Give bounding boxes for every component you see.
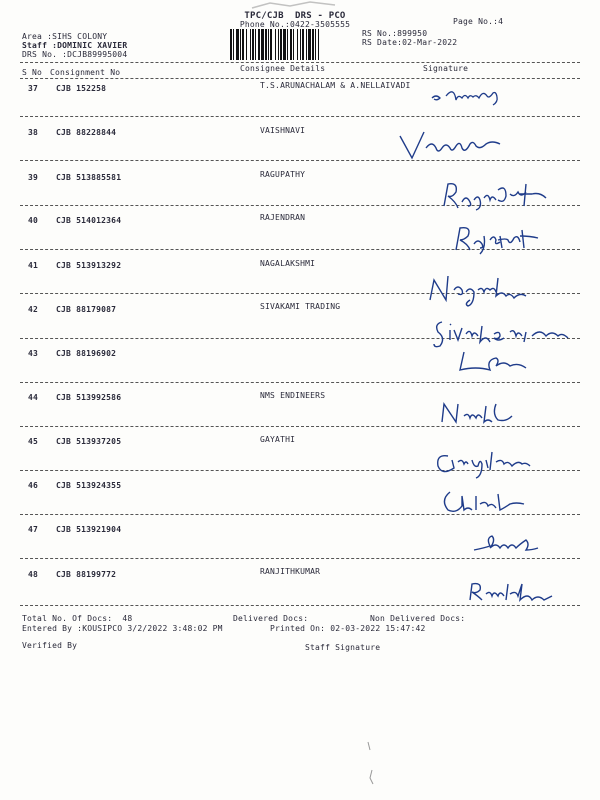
barcode	[230, 29, 358, 60]
rs-number: RS No.:899950	[362, 29, 428, 38]
delivered-docs: Delivered Docs:	[233, 614, 309, 623]
signature-image	[470, 532, 550, 554]
row-consignee: NMS ENDINEERS	[260, 391, 326, 400]
verified-by: Verified By	[22, 641, 78, 650]
divider	[20, 78, 580, 79]
row-consignment: CJB 513885581	[56, 173, 122, 182]
entered-by: Entered By :KOUSIPCO 3/2/2022 3:48:02 PM	[22, 624, 223, 633]
signature-image	[396, 126, 526, 166]
row-consignee: GAYATHI	[260, 435, 296, 444]
signature-image	[452, 222, 552, 256]
row-sno: 45	[28, 437, 39, 446]
row-consignment: CJB 152258	[56, 84, 107, 93]
row-consignment: CJB 88196902	[56, 349, 117, 358]
signature-image	[440, 486, 530, 518]
row-sno: 42	[28, 305, 39, 314]
scan-artifact	[364, 740, 378, 790]
col-signature: Signature	[423, 64, 469, 73]
col-consignment: Consignment No	[50, 68, 121, 77]
row-divider	[20, 558, 580, 559]
row-consignment: CJB 88179087	[56, 305, 117, 314]
row-consignment: CJB 513992586	[56, 393, 122, 402]
row-divider	[20, 116, 580, 117]
row-sno: 41	[28, 261, 39, 270]
signature-image	[434, 446, 544, 480]
sheet-title: TPC/CJB DRS - PCO	[244, 11, 346, 21]
area-field: Area :SIHS COLONY	[22, 32, 108, 41]
row-sno: 44	[28, 393, 39, 402]
col-sno: S No	[22, 68, 43, 77]
rs-date: RS Date:02-Mar-2022	[362, 38, 458, 47]
staff-field: Staff :DOMINIC XAVIER	[22, 41, 128, 50]
row-sno: 43	[28, 349, 39, 358]
row-consignment: CJB 88199772	[56, 570, 117, 579]
signature-image	[440, 178, 550, 214]
row-consignment: CJB 514012364	[56, 216, 122, 225]
row-consignee: RANJITHKUMAR	[260, 567, 321, 576]
signature-image	[438, 398, 528, 428]
signature-image	[466, 578, 566, 606]
signature-image	[432, 316, 572, 350]
row-sno: 40	[28, 216, 39, 225]
drs-number: DRS No. :DCJB89995004	[22, 50, 128, 59]
signature-image	[456, 348, 536, 376]
row-consignment: CJB 513937205	[56, 437, 122, 446]
staff-signature: Staff Signature	[305, 643, 381, 652]
row-consignment: CJB 88228844	[56, 128, 117, 137]
non-delivered-docs: Non Delivered Docs:	[370, 614, 466, 623]
row-consignee: VAISHNAVI	[260, 126, 306, 135]
phone-number: Phone No.:0422-3505555	[239, 20, 351, 29]
row-consignment: CJB 513921904	[56, 525, 122, 534]
row-consignment: CJB 513913292	[56, 261, 122, 270]
row-consignee: NAGALAKSHMI	[260, 259, 316, 268]
row-consignee: RAJENDRAN	[260, 213, 306, 222]
divider	[20, 62, 580, 63]
row-consignee: SIVAKAMI TRADING	[260, 302, 341, 311]
row-divider	[20, 382, 580, 383]
printed-on: Printed On: 02-03-2022 15:47:42	[270, 624, 426, 633]
row-sno: 39	[28, 173, 39, 182]
col-consignee: Consignee Details	[240, 64, 326, 73]
total-docs: Total No. Of Docs: 48	[22, 614, 133, 623]
row-consignment: CJB 513924355	[56, 481, 122, 490]
row-sno: 46	[28, 481, 39, 490]
row-sno: 38	[28, 128, 39, 137]
signature-image	[430, 80, 520, 108]
page-number: Page No.:4	[453, 17, 504, 26]
row-consignee: RAGUPATHY	[260, 170, 306, 179]
row-sno: 48	[28, 570, 39, 579]
signature-image	[426, 270, 556, 310]
row-sno: 37	[28, 84, 39, 93]
row-consignee: T.S.ARUNACHALAM & A.NELLAIVADI	[260, 81, 411, 90]
row-sno: 47	[28, 525, 39, 534]
